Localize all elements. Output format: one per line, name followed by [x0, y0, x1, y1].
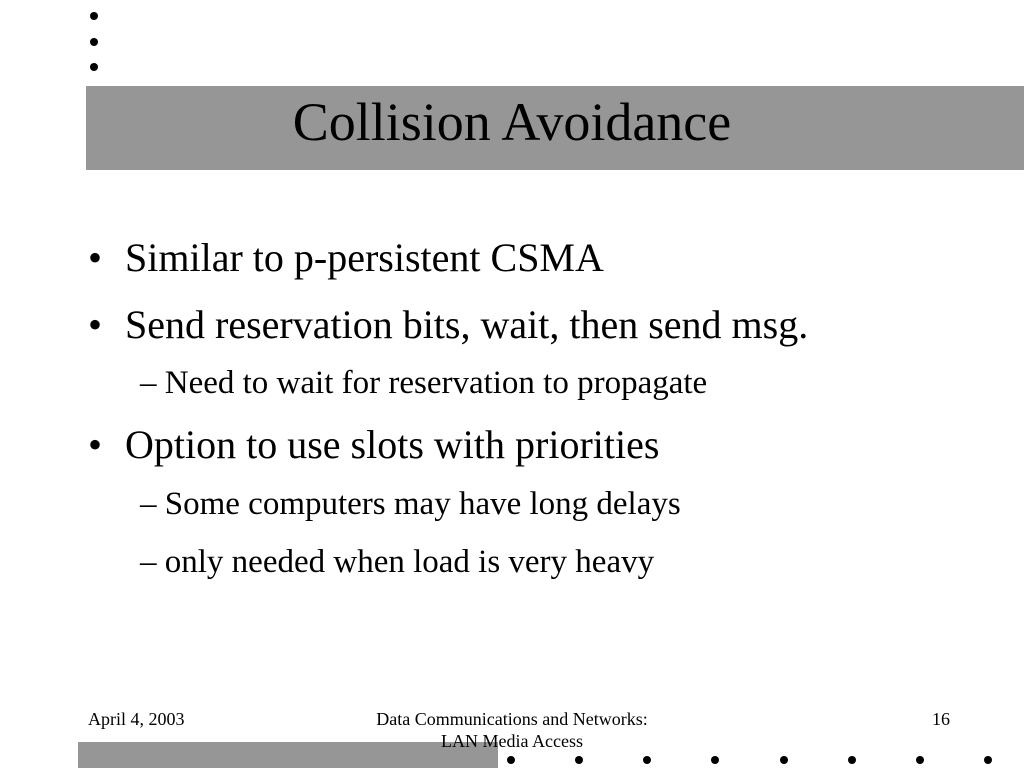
decorative-dot — [984, 756, 992, 764]
footer-title-line2: LAN Media Access — [441, 731, 583, 751]
bullet-item — [88, 235, 604, 280]
decorative-dot — [643, 756, 651, 764]
sub-bullet-mark: – — [140, 365, 157, 401]
decorative-dot — [575, 756, 583, 764]
sub-bullet-item — [140, 367, 707, 400]
sub-bullet-text: Need to wait for reservation to propagate — [164, 365, 708, 401]
page-number: 16 — [932, 709, 950, 729]
decorative-dot — [90, 12, 98, 20]
decorative-dot — [916, 756, 924, 764]
bullet-mark: • — [88, 302, 103, 347]
sub-bullet-mark: – — [140, 486, 157, 522]
decorative-dot — [507, 756, 515, 764]
slide-title: Collision Avoidance — [292, 92, 732, 152]
sub-bullet-text: Some computers may have long delays — [164, 486, 681, 522]
bullet-item — [88, 422, 660, 467]
footer-date: April 4, 2003 — [88, 709, 185, 729]
sub-bullet-item — [140, 488, 681, 521]
bullet-mark: • — [88, 235, 103, 280]
bullet-text: Option to use slots with priorities — [125, 422, 660, 467]
sub-bullet-text: only needed when load is very heavy — [164, 544, 655, 580]
bullet-item — [88, 302, 809, 347]
decorative-dot — [711, 756, 719, 764]
footer-title-line1: Data Communications and Networks: — [376, 709, 648, 729]
sub-bullet-mark: – — [140, 544, 157, 580]
bullet-text: Send reservation bits, wait, then send msg. — [125, 302, 809, 347]
decorative-dot — [848, 756, 856, 764]
decorative-dot — [90, 38, 98, 46]
bullet-mark: • — [88, 422, 103, 467]
decorative-dot — [780, 756, 788, 764]
bullet-text: Similar to p-persistent CSMA — [125, 235, 604, 280]
decorative-dot — [90, 63, 98, 71]
footer-title — [300, 708, 724, 752]
sub-bullet-item — [140, 546, 654, 579]
